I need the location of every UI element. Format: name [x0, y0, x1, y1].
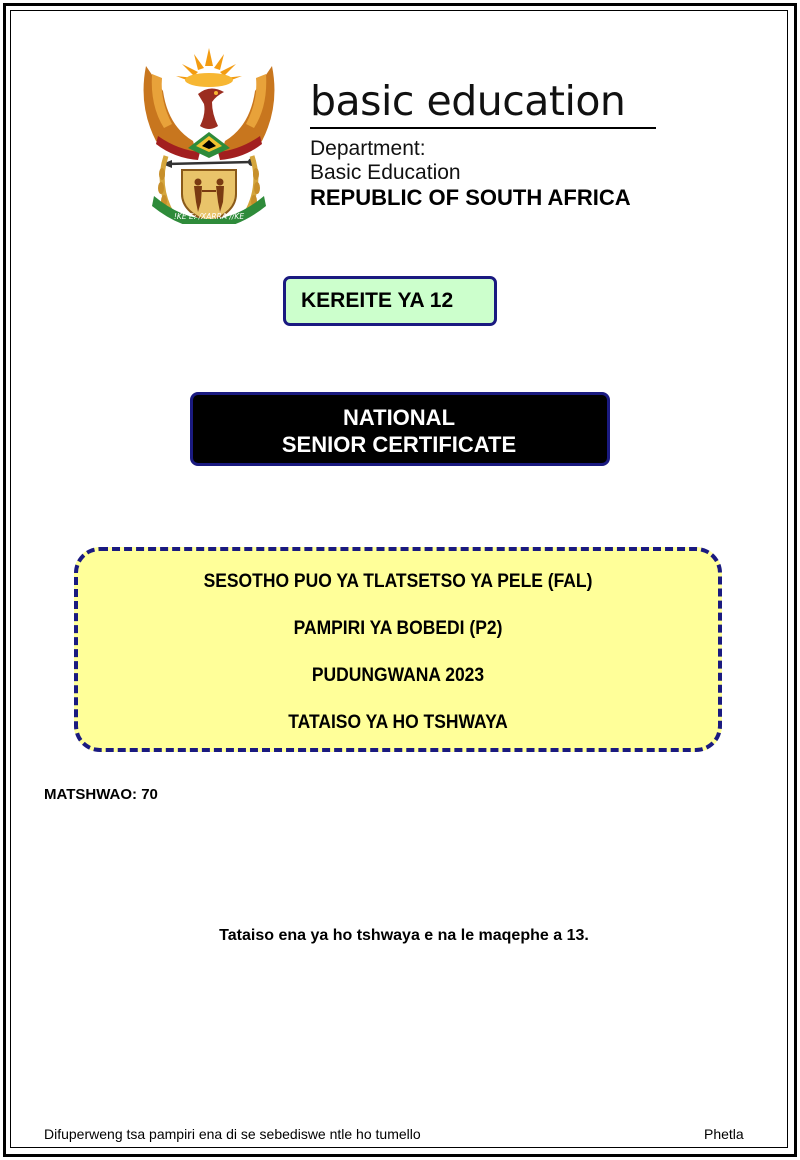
department-label: Department:	[310, 137, 426, 160]
turn-over-note: Phetla	[704, 1126, 744, 1142]
brand-divider	[310, 127, 656, 129]
subject-panel	[74, 547, 722, 752]
document-type: TATAISO YA HO TSHWAYA	[288, 712, 508, 733]
department-logo-block	[310, 78, 658, 211]
total-marks: MATSHWAO: 70	[44, 786, 158, 803]
coat-of-arms-icon	[138, 46, 280, 224]
page-count-note: Tataiso ena ya ho tshwaya e na le maqephe a 13.	[219, 927, 589, 944]
exam-session: PUDUNGWANA 2023	[311, 665, 485, 686]
certificate-line-1: NATIONAL	[342, 405, 456, 430]
brand-name: basic education	[310, 77, 626, 125]
grade-badge	[283, 276, 497, 326]
certificate-banner	[190, 392, 610, 466]
svg-text:!KE E: /XARRA //KE: !KE E: /XARRA //KE	[173, 212, 245, 221]
department-name: Basic Education	[310, 161, 461, 184]
paper-title: PAMPIRI YA BOBEDI (P2)	[293, 618, 503, 639]
country-name: REPUBLIC OF SOUTH AFRICA	[310, 185, 631, 210]
copyright-notice: Difuperweng tsa pampiri ena di se sebediswe ntle ho tumello	[44, 1126, 421, 1142]
grade-label: KEREITE YA 12	[301, 289, 454, 312]
certificate-line-2: SENIOR CERTIFICATE	[281, 432, 517, 457]
subject-title: SESOTHO PUO YA TLATSETSO YA PELE (FAL)	[203, 571, 593, 592]
